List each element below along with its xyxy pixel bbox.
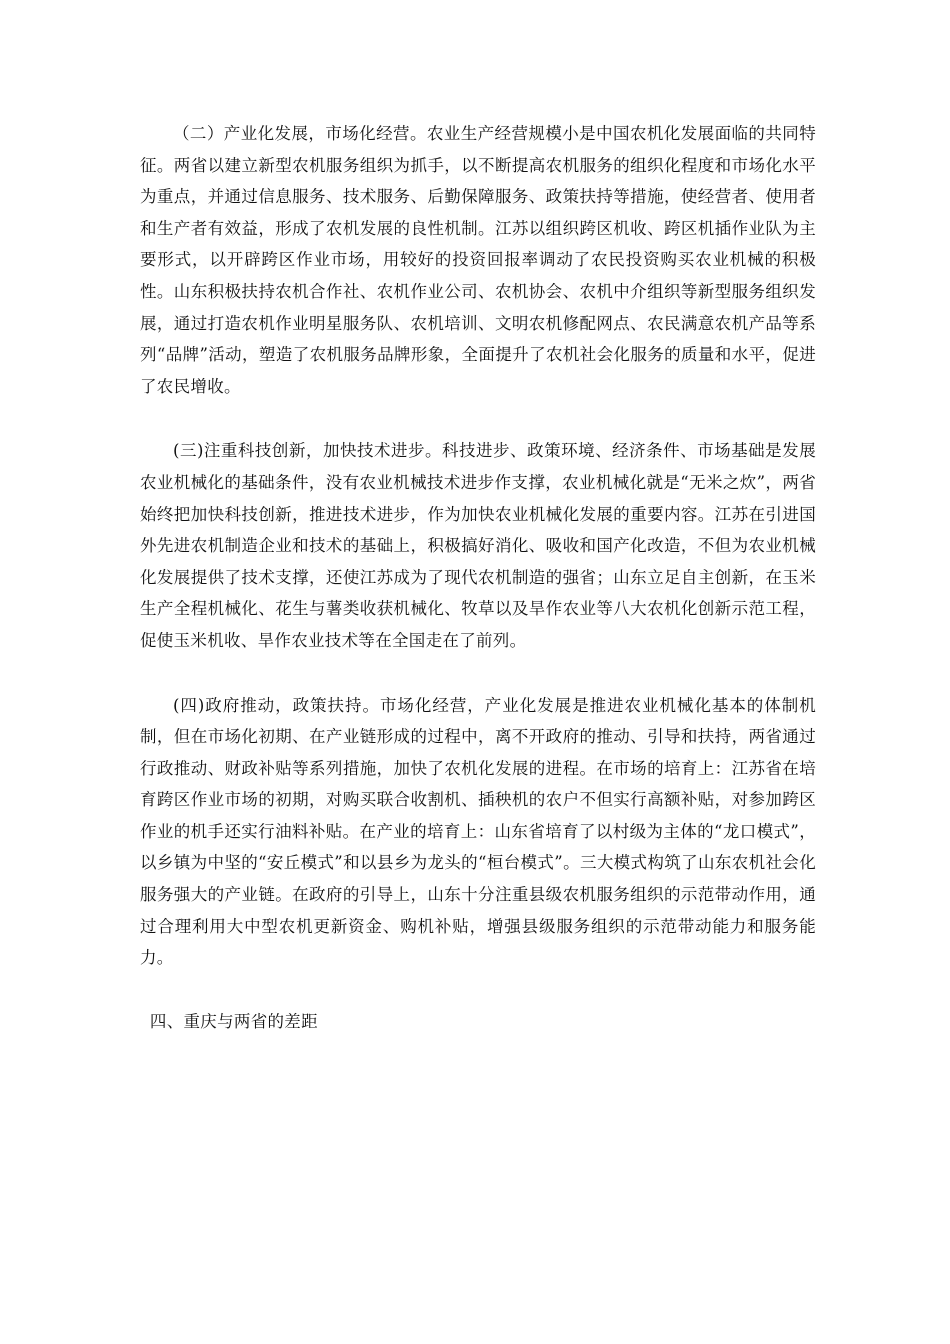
- paragraph-technology-innovation: (三)注重科技创新，加快技术进步。科技进步、政策环境、经济条件、市场基础是发展农业机械化的基础条件，没有农业机械技术进步作支撑，农业机械化就是“无米之炊”，两省始终把加快科技创新，推进技术进步，作为加快农业机械化发展的重要内容。江苏在引进国外先进农机制造企业和技术的基础上，积极搞好消化、吸收和国产化改造，不但为农业机械化发展提供了技术支撑，还使江苏成为了现代农机制造的强省；山东立足自主创新，在玉米生产全程机械化、花生与薯类收获机械化、牧草以及旱作农业等八大农机化创新示范工程，促使玉米机收、旱作农业技术等在全国走在了前列。: [140, 441, 816, 650]
- paragraph-government-support: (四)政府推动，政策扶持。市场化经营，产业化发展是推进农业机械化基本的体制机制，但在市场化初期、在产业链形成的过程中，离不开政府的推动、引导和扶持，两省通过行政推动、财政补贴等系列措施，加快了农机化发展的进程。在市场的培育上：江苏省在培育跨区作业市场的初期，对购买联合收割机、插秧机的农户不但实行高额补贴，对参加跨区作业的机手还实行油料补贴。在产业的培育上：山东省培育了以村级为主体的“龙口模式”，以乡镇为中坚的“安丘模式”和以县乡为龙头的“桓台模式”。三大模式构筑了山东农机社会化服务强大的产业链。在政府的引导上，山东十分注重县级农机服务组织的示范带动作用，通过合理利用大中型农机更新资金、购机补贴，增强县级服务组织的示范带动能力和服务能力。: [140, 695, 816, 968]
- paragraph-industrialization: （二）产业化发展，市场化经营。农业生产经营规模小是中国农机化发展面临的共同特征。两省以建立新型农机服务组织为抓手，以不断提高农机服务的组织化程度和市场化水平为重点，并通过信息服务、技术服务、后勤保障服务、政策扶持等措施，使经营者、使用者和生产者有效益，形成了农机发展的良性机制。江苏以组织跨区机收、跨区机插作业队为主要形式，以开辟跨区作业市场，用较好的投资回报率调动了农民投资购买农业机械的积极性。山东积极扶持农机合作社、农机作业公司、农机协会、农机中介组织等新型服务组织发展，通过打造农机作业明星服务队、农机培训、文明农机修配网点、农民满意农机产品等系列“品牌”活动，塑造了农机服务品牌形象，全面提升了农机社会化服务的质量和水平，促进了农民增收。: [140, 124, 816, 396]
- document-body: [140, 118, 816, 1037]
- section-heading: 四、重庆与两省的差距: [149, 1011, 318, 1031]
